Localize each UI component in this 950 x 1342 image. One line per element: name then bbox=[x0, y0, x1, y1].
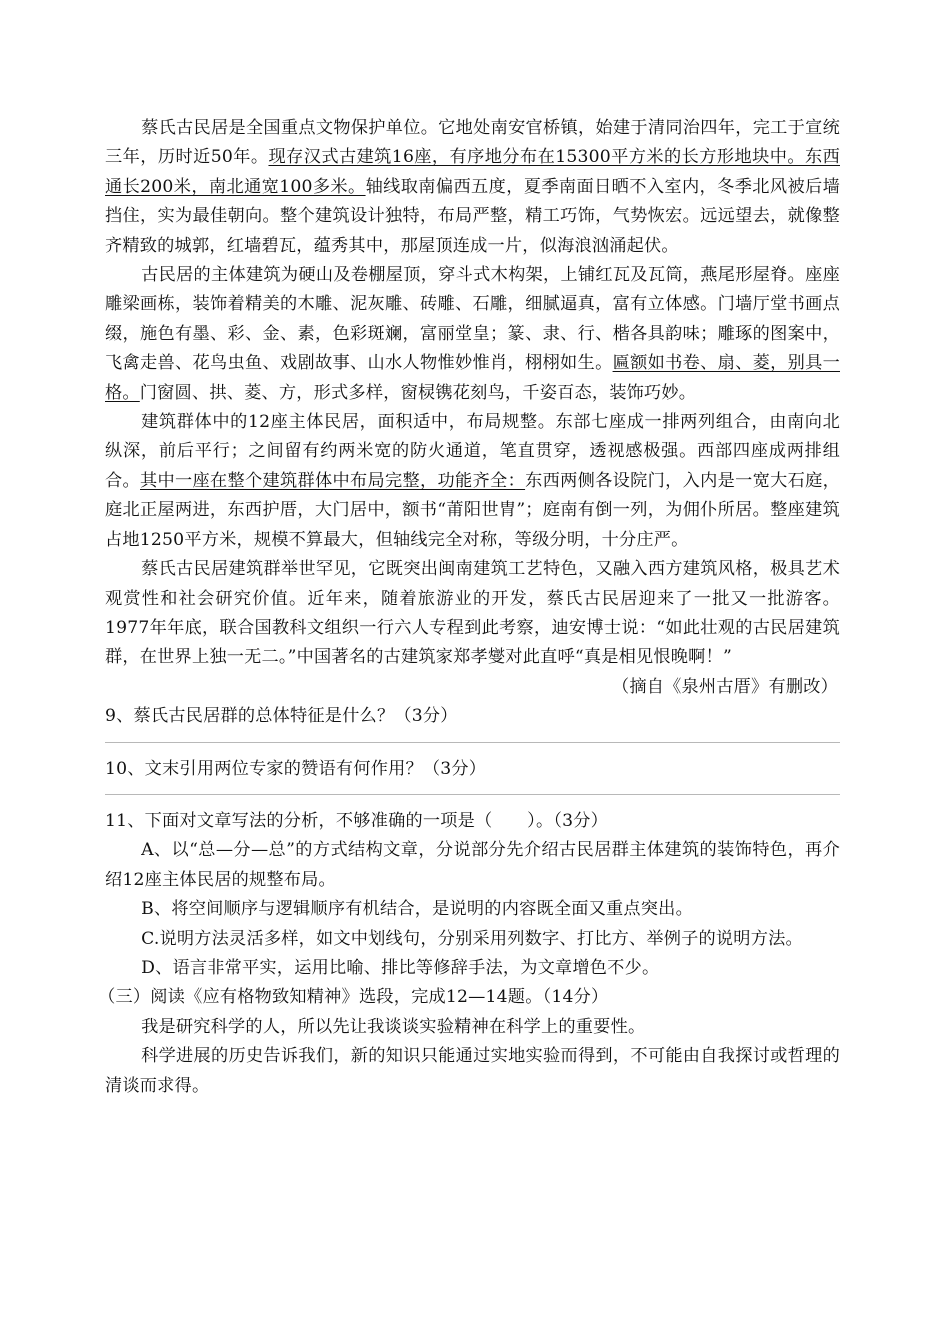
answer-line-q9[interactable] bbox=[105, 742, 840, 743]
passage-paragraph-2 bbox=[105, 261, 840, 408]
text-run: 轴线取南偏西五度，夏季南面日晒不入室内，冬季北风被后墙挡住，实为最佳朝向。整个建筑设计独特，布局严整，精工巧饰，气势恢宏。远远望去，就像整齐精致的城郭，红墙碧瓦，蕴秀其中，那屋顶连成一片，似海浪汹涌起伏。 bbox=[105, 176, 840, 256]
q11-option-a: A、以“总—分—总”的方式结构文章，分说部分先介绍古民居群主体建筑的装饰特色，再介绍12座主体民居的规整布局。 bbox=[105, 840, 840, 890]
question-9: 9、蔡氏古民居群的总体特征是什么？（3分） bbox=[105, 706, 458, 727]
q11-option-d: D、语言非常平实，运用比喻、排比等修辞手法，为文章增色不少。 bbox=[141, 957, 660, 978]
text-run: 东西两侧各设院门，入内是一宽大石庭，庭北正屋两进，东西护厝，大门居中，额书“莆阳世胄”；庭南有倒一列，为佣仆所居。整座建筑占地1250平方米，规模不算最大，但轴线完全对称，等级分明，十分庄严。 bbox=[105, 470, 841, 550]
text-run: 门窗圆、拱、菱、方，形式多样，窗棂镌花刻鸟，千姿百态，装饰巧妙。 bbox=[139, 382, 697, 403]
q11-option-c: C.说明方法灵活多样，如文中划线句，分别采用列数字、打比方、举例子的说明方法。 bbox=[141, 928, 803, 949]
question-11: 11、下面对文章写法的分析，不够准确的一项是（ ）。（3分） bbox=[105, 810, 609, 831]
question-10: 10、文末引用两位专家的赞语有何作用？（3分） bbox=[105, 758, 487, 779]
text-run: 古民居的主体建筑为硬山及卷棚屋顶，穿斗式木构架，上铺红瓦及瓦筒，燕尾形屋脊。座座雕梁画栋，装饰着精美的木雕、泥灰雕、砖雕、石雕，细腻逼真，富有立体感。门墙厅堂书画点缀，施色有墨、彩、金、素，色彩斑斓，富丽堂皇；篆、隶、行、楷各具韵味；雕琢的图案中，飞禽走兽、花鸟虫鱼、戏剧故事、山水人物惟妙惟肖，栩栩如生。 bbox=[105, 265, 840, 374]
passage-paragraph-1 bbox=[105, 114, 840, 261]
section-3-paragraph-1: 我是研究科学的人，所以先让我谈谈实验精神在科学上的重要性。 bbox=[141, 1016, 646, 1037]
passage-paragraph-3 bbox=[105, 408, 840, 555]
section-3-heading: （三）阅读《应有格物致知精神》选段，完成12—14题。（14分） bbox=[98, 987, 609, 1008]
section-3-paragraph-2: 科学进展的历史告诉我们，新的知识只能通过实地实验而得到，不可能由自我探讨或哲理的清谈而求得。 bbox=[105, 1046, 840, 1096]
underlined-sentence: 其中一座在整个建筑群体中布局完整，功能齐全： bbox=[140, 470, 526, 491]
underlined-sentence: 匾额如书卷、扇、菱，别具一格。 bbox=[105, 353, 840, 403]
q11-option-b: B、将空间顺序与逻辑顺序有机结合，是说明的内容既全面又重点突出。 bbox=[141, 899, 693, 920]
passage-source: （摘自《泉州古厝》有删改） bbox=[611, 676, 838, 697]
text-run: 建筑群体中的12座主体民居，面积适中，布局规整。东部七座成一排两列组合，由南向北纵深，前后平行；之间留有约两米宽的防火通道，笔直贯穿，透视感极强。西部四座成两排组合。 bbox=[105, 412, 840, 491]
passage-paragraph-4: 蔡氏古民居建筑群举世罕见，它既突出闽南建筑工艺特色，又融入西方建筑风格，极具艺术观赏性和社会研究价值。近年来，随着旅游业的开发，蔡氏古民居迎来了一批又一批游客。1977年年底，联合国教科文组织一行六人专程到此考察，迪安博士说：“如此壮观的古民居建筑群，在世界上独一无二。”中国著名的古建筑家郑孝燮对此直呼“真是相见恨晚啊！” bbox=[105, 559, 840, 668]
text-run: 蔡氏古民居是全国重点文物保护单位。它地处南安官桥镇，始建于清同治四年，完工于宣统三年，历时近50年。 bbox=[105, 118, 840, 168]
document-page bbox=[98, 114, 841, 1101]
answer-line-q10[interactable] bbox=[105, 794, 840, 795]
underlined-sentence: 现存汉式古建筑16座，有序地分布在15300平方米的长方形地块中。东西通长200米，南北通宽100多米。 bbox=[105, 147, 840, 197]
